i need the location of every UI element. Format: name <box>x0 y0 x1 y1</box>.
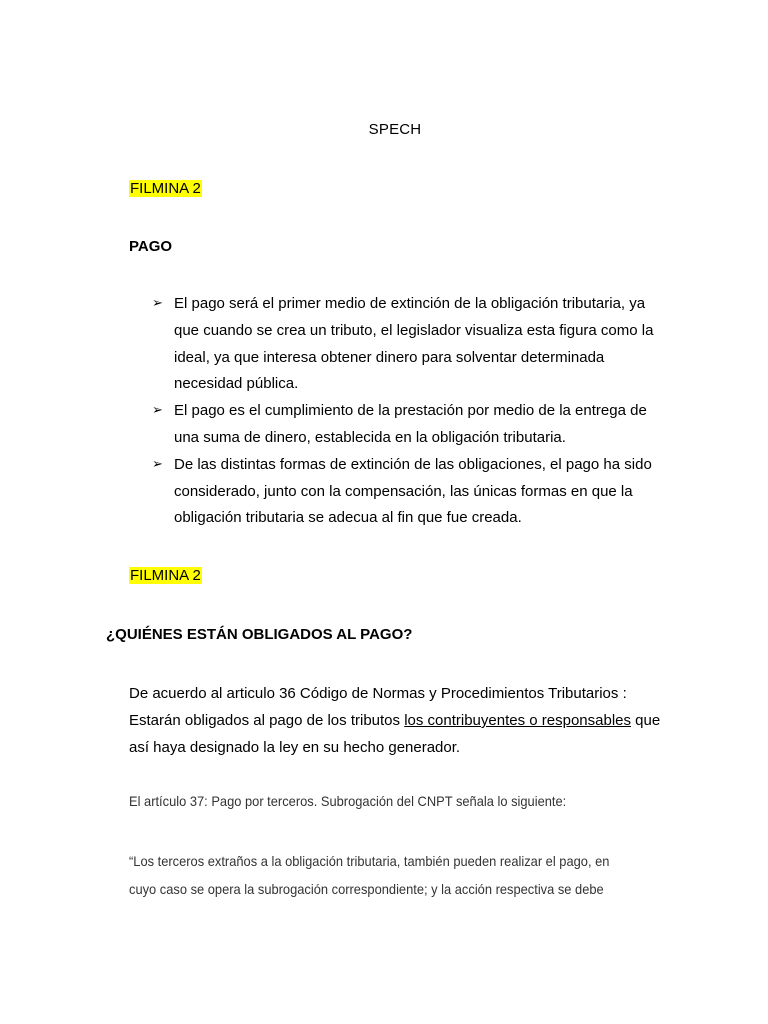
list-item <box>152 398 672 452</box>
section-heading-pago: PAGO <box>129 238 173 255</box>
bullet-text: El pago es el cumplimiento de la prestación por medio de la entrega de una suma de dinero, establecida en la obligación tributaria. <box>174 402 647 446</box>
list-item <box>152 291 672 398</box>
highlighted-label: FILMINA 2 <box>130 180 201 197</box>
bullet-text: El pago será el primer medio de extinción de la obligación tributaria, ya que cuando se crea un tributo, el legislador visualiza esta figura como la ideal, ya que interesa obtener dinero para solventar determinada necesidad pública. <box>174 295 654 393</box>
slide-label-2 <box>129 567 202 585</box>
bullet-text: De las distintas formas de extinción de las obligaciones, el pago ha sido considerado, junto con la compensación, las únicas formas en que la obligación tributaria se adecua al fin que fue creada. <box>174 455 652 527</box>
body-paragraph <box>129 680 669 761</box>
document-title: SPECH <box>368 121 422 138</box>
underlined-phrase: los contribuyentes o responsables <box>404 712 631 729</box>
bullet-list <box>152 291 672 532</box>
arrow-bullet-icon: ➢ <box>152 403 163 419</box>
paragraph-text: De acuerdo al articulo 36 Código de Normas y Procedimientos Tributarios : Estarán obligados al pago de los tributos <box>129 685 627 729</box>
article-reference: El artículo 37: Pago por terceros. Subrogación del CNPT señala lo siguiente: <box>129 793 567 809</box>
quoted-text: “Los terceros extraños a la obligación tributaria, también pueden realizar el pago, en cuyo caso se opera la subrogación correspondiente; y la acción respectiva se debe <box>129 853 610 897</box>
slide-label-1 <box>129 180 202 198</box>
section-heading-obligados: ¿QUIÉNES ESTÁN OBLIGADOS AL PAGO? <box>106 626 413 643</box>
arrow-bullet-icon: ➢ <box>152 456 163 472</box>
highlighted-label: FILMINA 2 <box>130 567 201 584</box>
list-item <box>152 452 672 532</box>
paragraph-text-end: que así haya designado la ley en su hecho generador. <box>129 712 661 756</box>
arrow-bullet-icon: ➢ <box>152 296 163 311</box>
